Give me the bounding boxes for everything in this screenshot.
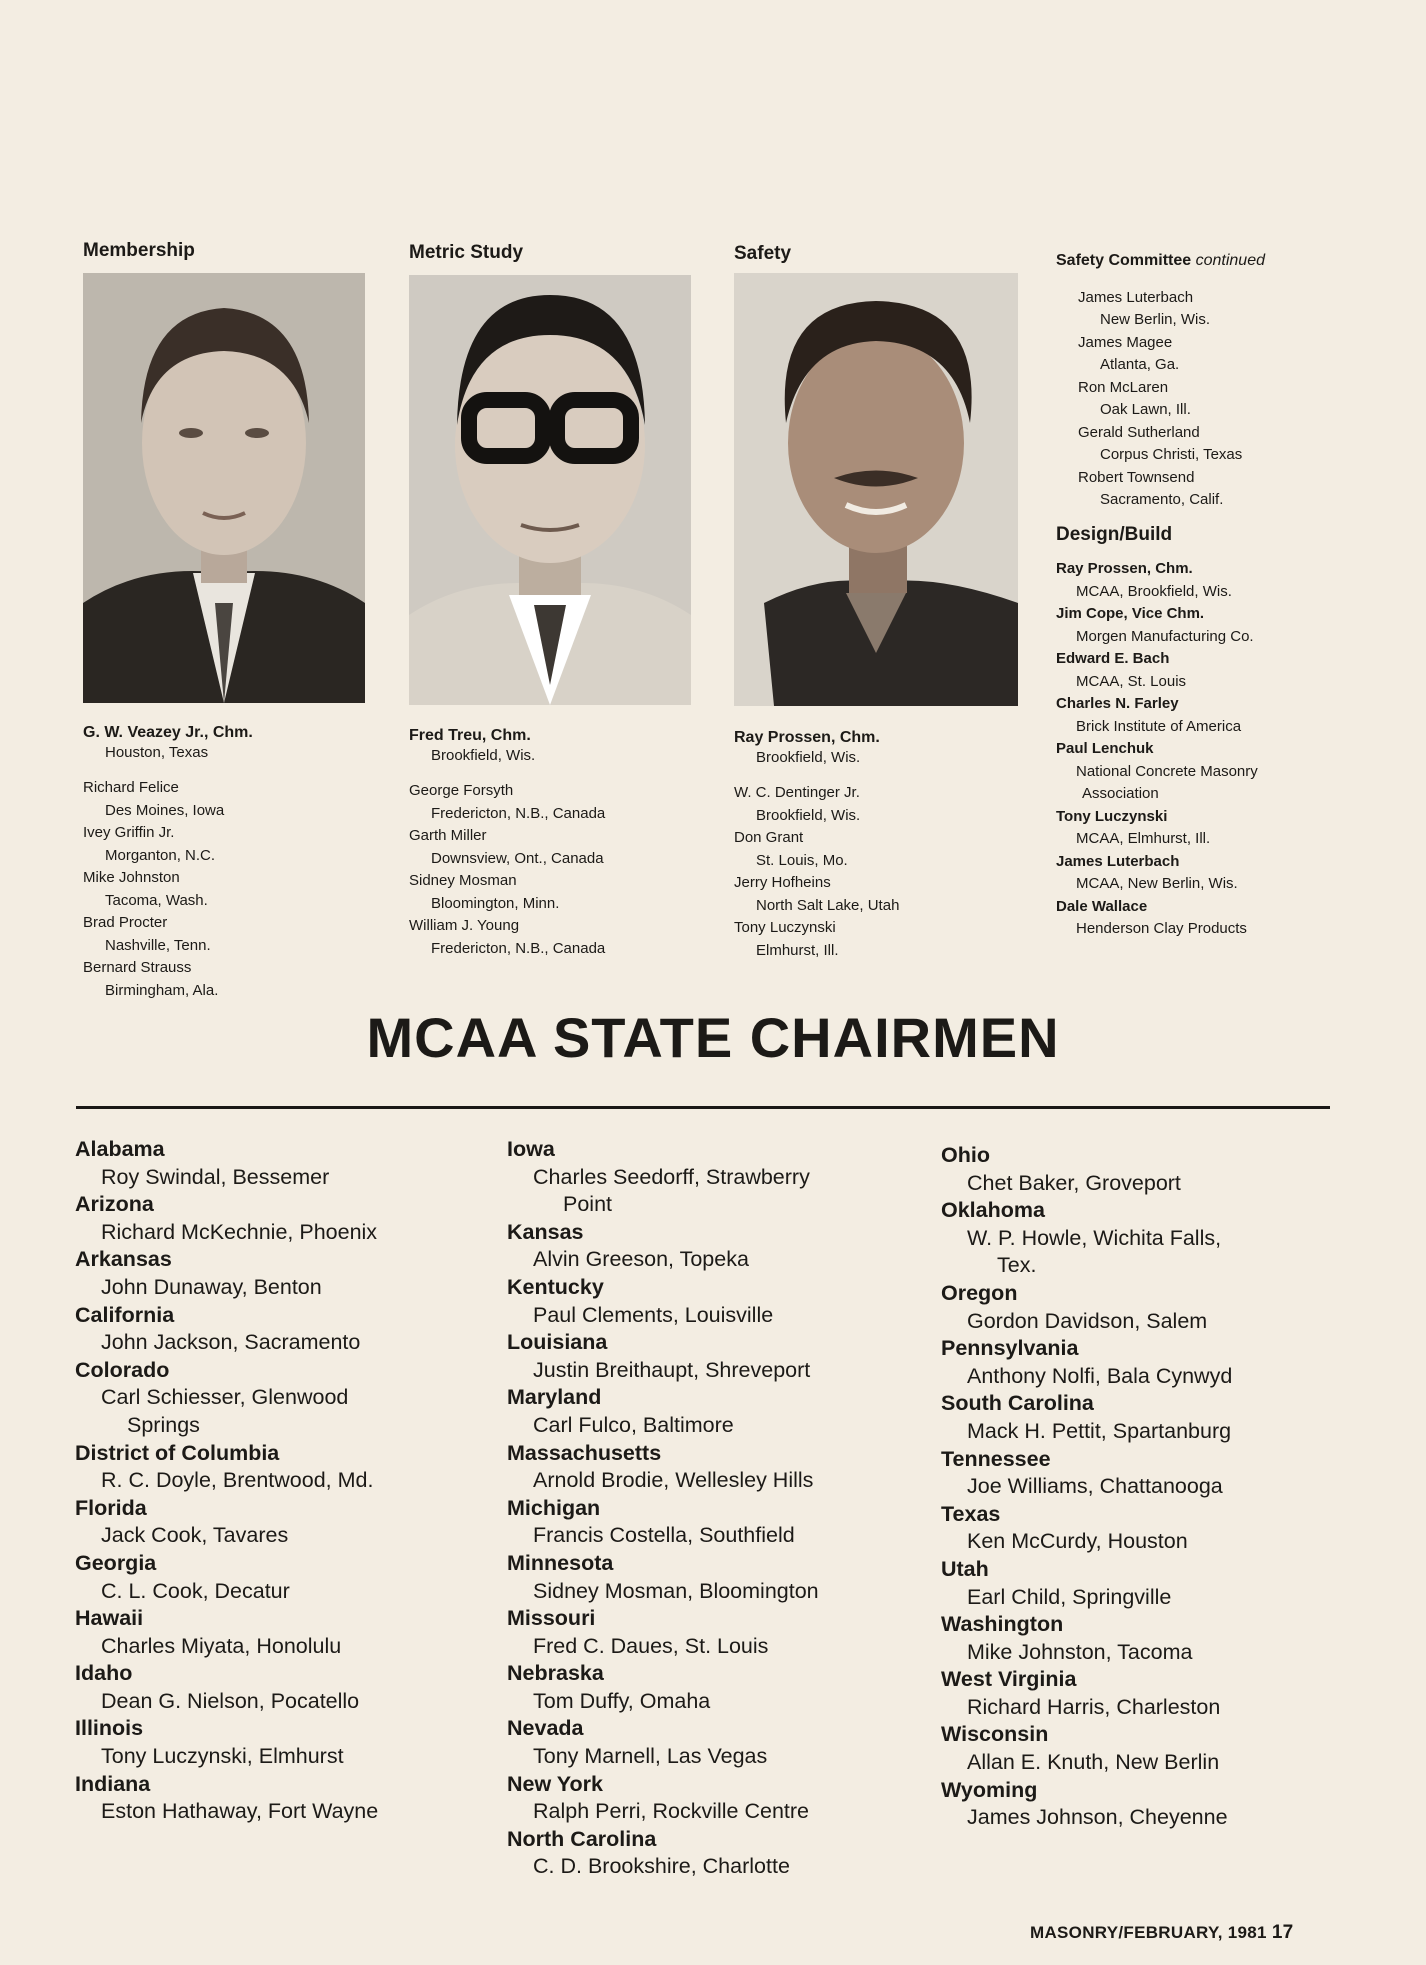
member-org: National Concrete Masonry [1076,762,1258,780]
member-org-continued: Association [1082,785,1159,802]
member-location: Corpus Christi, Texas [1100,446,1243,463]
state-name: Arizona [75,1192,154,1217]
state-name: California [75,1302,175,1327]
member-location: St. Louis, Mo. [756,851,848,869]
member-name: Tony Luczynski [734,919,836,936]
state-chairman: Tony Luczynski, Elmhurst [101,1744,344,1769]
member-location: Sacramento, Calif. [1100,491,1224,508]
metric-study-members [409,780,719,960]
member-location: North Salt Lake, Utah [756,896,900,914]
state-name: West Virginia [941,1667,1077,1692]
safety-continued-title: Safety Committee [1056,252,1192,269]
state-name: Indiana [75,1771,151,1796]
state-chairman-continued: Tex. [997,1253,1037,1278]
state-chairman: Charles Seedorff, Strawberry [533,1164,810,1189]
state-chairman: James Johnson, Cheyenne [967,1805,1228,1830]
state-name: Kansas [507,1219,584,1244]
member-location: Nashville, Tenn. [105,936,211,954]
member-name: Don Grant [734,829,804,846]
member-location: Elmhurst, Ill. [756,941,839,959]
member-location: New Berlin, Wis. [1100,311,1211,328]
member-org: Henderson Clay Products [1076,920,1247,937]
member-location: Fredericton, N.B., Canada [431,804,606,822]
member-location: Bloomington, Minn. [431,894,560,912]
state-chairman: Tony Marnell, Las Vegas [533,1744,768,1769]
state-name: District of Columbia [75,1440,280,1465]
membership-heading: Membership [83,240,195,261]
metric-study-chairman-location: Brookfield, Wis. [431,747,536,764]
state-name: Alabama [75,1137,165,1161]
member-location: Des Moines, Iowa [105,801,225,819]
state-chairman: John Dunaway, Benton [101,1274,322,1299]
state-name: Tennessee [941,1446,1051,1471]
state-name: Maryland [507,1385,602,1410]
state-chairman: Francis Costella, Southfield [533,1523,795,1548]
member-org: Brick Institute of America [1076,717,1242,735]
state-chairman: John Jackson, Sacramento [101,1330,361,1355]
state-chairman: C. D. Brookshire, Charlotte [533,1854,790,1879]
state-chairman: W. P. Howle, Wichita Falls, [967,1225,1222,1250]
safety-continued-heading [1056,250,1356,273]
member-name: W. C. Dentinger Jr. [734,784,860,801]
state-chairman: Mack H. Pettit, Spartanburg [967,1418,1232,1443]
state-chairman: Jack Cook, Tavares [101,1523,289,1548]
state-chairman: Joe Williams, Chattanooga [967,1474,1223,1499]
metric-study-heading: Metric Study [409,242,524,263]
state-name: Washington [941,1612,1064,1637]
member-location: Tacoma, Wash. [105,891,208,909]
member-name: Robert Townsend [1078,468,1195,486]
member-name: Sidney Mosman [409,872,517,889]
member-name: Ron McLaren [1078,378,1169,396]
portrait-prossen-image [734,273,1018,706]
state-name: Kentucky [507,1274,604,1299]
photo-treu [409,275,691,705]
portrait-treu-image [409,275,691,705]
member-name: Gerald Sutherland [1078,423,1200,441]
member-name: William J. Young [409,917,520,934]
safety-chairman-location: Brookfield, Wis. [756,749,861,766]
state-name: Nebraska [507,1661,604,1686]
state-name: South Carolina [941,1391,1094,1416]
state-name: Massachusetts [507,1440,662,1465]
member-name: Richard Felice [83,779,179,796]
state-name: North Carolina [507,1826,657,1851]
state-chairman: Ken McCurdy, Houston [967,1529,1188,1554]
state-name: Oklahoma [941,1198,1045,1223]
state-chairman: Dean G. Nielson, Pocatello [101,1688,360,1713]
membership-chairman: G. W. Veazey Jr., Chm. [83,724,253,741]
state-name: Iowa [507,1137,555,1161]
member-name: Bernard Strauss [83,959,192,976]
safety-continued [1056,250,1356,941]
state-name: Idaho [75,1661,133,1686]
member-name: Paul Lenchuk [1056,740,1154,757]
member-name: Tony Luczynski [1056,807,1168,825]
member-org: Morgen Manufacturing Co. [1076,627,1254,645]
state-chairman: Anthony Nolfi, Bala Cynwyd [967,1363,1233,1388]
state-chairman-continued: Springs [127,1412,200,1437]
state-chairman: Gordon Davidson, Salem [967,1308,1208,1333]
state-chairman: Arnold Brodie, Wellesley Hills [533,1468,814,1493]
state-name: Wyoming [941,1777,1038,1802]
member-location: Morganton, N.C. [105,846,216,864]
state-chairman: Chet Baker, Groveport [967,1170,1181,1195]
safety-heading: Safety [734,243,792,264]
member-location: Atlanta, Ga. [1100,356,1180,373]
membership-members [83,777,383,1002]
state-name: Arkansas [75,1247,172,1272]
state-name: Michigan [507,1495,601,1520]
state-chairman: Allan E. Knuth, New Berlin [967,1750,1220,1775]
title-divider [76,1106,1330,1109]
state-chairman: Alvin Greeson, Topeka [533,1247,749,1272]
member-org: MCAA, Elmhurst, Ill. [1076,830,1211,847]
state-name: Louisiana [507,1330,608,1355]
state-name: Illinois [75,1716,144,1741]
safety-continued-members [1056,287,1356,512]
page-footer [1030,1922,1294,1944]
publication-line: MASONRY/FEBRUARY, 1981 [1030,1923,1267,1942]
state-chairman-continued: Point [563,1192,613,1217]
state-name: Florida [75,1495,147,1520]
safety-chairman: Ray Prossen, Chm. [734,729,880,746]
metric-study-chairman: Fred Treu, Chm. [409,727,531,744]
page-number: 17 [1271,1922,1294,1943]
member-name: James Luterbach [1056,852,1180,870]
state-name: Nevada [507,1716,584,1741]
state-chairman: Ralph Perri, Rockville Centre [533,1799,810,1824]
state-chairman: Sidney Mosman, Bloomington [533,1578,819,1603]
member-name: Garth Miller [409,827,487,844]
member-org: MCAA, Brookfield, Wis. [1076,582,1232,600]
member-name: Ivey Griffin Jr. [83,824,175,841]
photo-veazey [83,273,365,703]
member-name: George Forsyth [409,782,514,799]
state-column-2 [507,1136,887,1881]
state-name: New York [507,1771,603,1796]
state-chairman: Carl Fulco, Baltimore [533,1412,734,1437]
membership-chairman-location: Houston, Texas [105,744,209,761]
member-name: James Magee [1078,333,1173,351]
state-chairman: C. L. Cook, Decatur [101,1578,290,1603]
state-chairman: Richard Harris, Charleston [967,1694,1221,1719]
state-chairman: R. C. Doyle, Brentwood, Md. [101,1468,374,1493]
state-column-1 [75,1136,435,1826]
state-name: Oregon [941,1280,1018,1305]
member-name: Charles N. Farley [1056,695,1179,712]
member-org: MCAA, St. Louis [1076,672,1187,690]
member-name: Ray Prossen, Chm. [1056,560,1193,577]
member-location: Fredericton, N.B., Canada [431,939,606,957]
member-location: Downsview, Ont., Canada [431,849,604,867]
state-column-3 [941,1142,1321,1832]
member-name: Jim Cope, Vice Chm. [1056,605,1205,622]
state-chairman: Eston Hathaway, Fort Wayne [101,1799,379,1824]
member-location: Brookfield, Wis. [756,806,861,824]
photo-prossen [734,273,1018,706]
portrait-veazey-image [83,273,365,703]
member-name: Dale Wallace [1056,897,1148,915]
state-chairman: Roy Swindal, Bessemer [101,1164,330,1189]
state-chairman: Justin Breithaupt, Shreveport [533,1357,811,1382]
metric-study-committee [409,726,719,960]
state-chairman: Earl Child, Springville [967,1584,1172,1609]
safety-committee [734,728,1044,962]
member-location: Birmingham, Ala. [105,981,219,999]
membership-committee [83,723,383,1002]
continued-label: continued [1195,252,1265,269]
state-name: Texas [941,1501,1001,1526]
state-name: Minnesota [507,1550,614,1575]
design-build-members [1056,558,1356,941]
safety-members [734,782,1044,962]
member-name: James Luterbach [1078,288,1194,306]
member-name: Jerry Hofheins [734,874,831,891]
state-chairman: Charles Miyata, Honolulu [101,1633,342,1658]
state-name: Ohio [941,1143,990,1167]
member-org: MCAA, New Berlin, Wis. [1076,875,1238,892]
member-name: Brad Procter [83,914,168,931]
state-chairman: Tom Duffy, Omaha [533,1688,711,1713]
state-chairman: Mike Johnston, Tacoma [967,1639,1193,1664]
state-name: Colorado [75,1357,170,1382]
state-name: Utah [941,1556,989,1581]
member-location: Oak Lawn, Ill. [1100,401,1191,418]
design-build-heading: Design/Build [1056,523,1173,545]
state-chairman: Carl Schiesser, Glenwood [101,1385,349,1410]
member-name: Edward E. Bach [1056,650,1170,667]
state-name: Hawaii [75,1606,144,1631]
state-name: Georgia [75,1550,157,1575]
member-name: Mike Johnston [83,869,180,886]
state-name: Wisconsin [941,1722,1049,1747]
state-chairman: Paul Clements, Louisville [533,1302,774,1327]
state-name: Pennsylvania [941,1336,1079,1361]
page-title: MCAA STATE CHAIRMEN [366,1006,1060,1069]
state-chairman: Fred C. Daues, St. Louis [533,1633,769,1658]
state-name: Missouri [507,1606,596,1631]
state-chairman: Richard McKechnie, Phoenix [101,1219,378,1244]
